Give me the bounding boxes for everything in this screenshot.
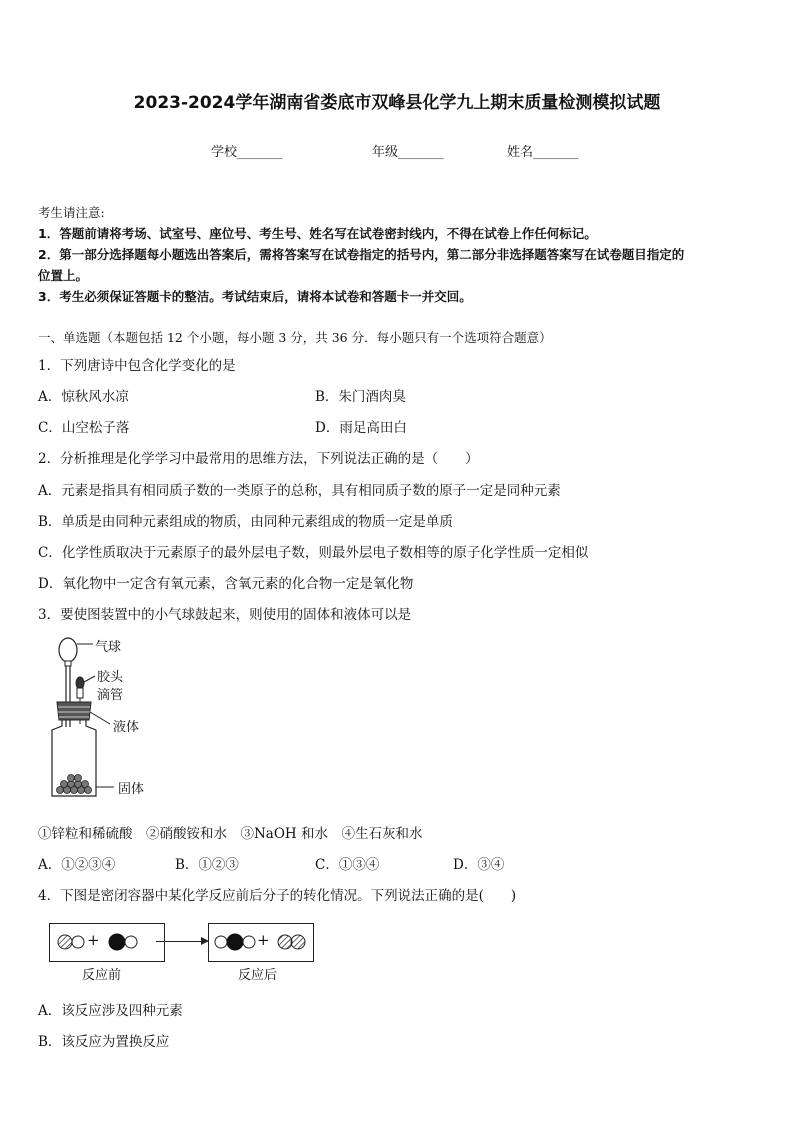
q2-option-c[interactable]: C．化学性质取决于元素原子的最外层电子数，则最外层电子数相等的原子化学性质一定相似 <box>38 545 589 561</box>
q3-option-b[interactable]: B．①②③ <box>175 857 239 873</box>
q3-option-a[interactable]: A．①②③④ <box>38 857 116 873</box>
grade-field[interactable]: 年级_______ <box>372 145 444 160</box>
name-field[interactable]: 姓名_______ <box>507 145 579 160</box>
q3-option-d[interactable]: D．③④ <box>453 857 505 873</box>
page-title: 2023-2024学年湖南省娄底市双峰县化学九上期末质量检测模拟试题 <box>133 93 661 113</box>
q3-apparatus-figure <box>40 632 170 802</box>
apparatus-drawing <box>40 632 170 802</box>
label-dropper-2: 滴管 <box>97 688 124 703</box>
school-field[interactable]: 学校_______ <box>211 145 283 160</box>
plus-sign-after: + <box>257 931 270 949</box>
label-before-reaction: 反应前 <box>82 968 122 983</box>
q3-option-c[interactable]: C．①③④ <box>315 857 380 873</box>
section-heading: 一、单选题（本题包括 12 个小题，每小题 3 分，共 36 分．每小题只有一个选项符合题意） <box>38 330 552 345</box>
q2-stem: 2．分析推理是化学学习中最常用的思维方法，下列说法正确的是（ ） <box>38 451 479 467</box>
q1-stem: 1．下列唐诗中包含化学变化的是 <box>38 358 236 374</box>
q4-option-b[interactable]: B．该反应为置换反应 <box>38 1034 170 1050</box>
q1-option-a[interactable]: A．惊秋风水凉 <box>38 389 129 405</box>
q2-option-d[interactable]: D．氧化物中一定含有氧元素，含氧元素的化合物一定是氧化物 <box>38 576 414 592</box>
notice-item-2: 2．第一部分选择题每小题选出答案后，需将答案写在试卷指定的括号内，第二部分非选择题答案写在试卷题目指定的 <box>38 247 685 262</box>
label-dropper-1: 胶头 <box>97 670 124 685</box>
q4-stem: 4．下图是密闭容器中某化学反应前后分子的转化情况。下列说法正确的是( ) <box>38 888 517 904</box>
q1-option-c[interactable]: C．山空松子落 <box>38 420 130 436</box>
notice-item-1: 1．答题前请将考场、试室号、座位号、考生号、姓名写在试卷密封线内，不得在试卷上作任何标记。 <box>38 226 597 241</box>
reactant-molecules <box>50 924 164 961</box>
label-balloon: 气球 <box>95 640 122 655</box>
label-solid: 固体 <box>118 782 145 797</box>
plus-sign-before: + <box>87 931 100 949</box>
label-after-reaction: 反应后 <box>238 968 278 983</box>
q1-option-d[interactable]: D．雨足高田白 <box>315 420 407 436</box>
q4-option-a[interactable]: A．该反应涉及四种元素 <box>38 1003 183 1019</box>
q2-option-b[interactable]: B．单质是由同种元素组成的物质，由同种元素组成的物质一定是单质 <box>38 514 453 530</box>
notice-item-2-cont: 位置上。 <box>38 268 89 283</box>
q2-option-a[interactable]: A．元素是指具有相同质子数的一类原子的总称，具有相同质子数的原子一定是同种元素 <box>38 483 561 499</box>
q1-option-b[interactable]: B．朱门酒肉臭 <box>315 389 406 405</box>
notice-item-3: 3．考生必须保证答题卡的整洁。考试结束后，请将本试卷和答题卡一并交回。 <box>38 289 472 304</box>
notice-heading: 考生请注意: <box>38 205 105 220</box>
q3-choices-line: ①锌粒和稀硫酸 ②硝酸铵和水 ③NaOH 和水 ④生石灰和水 <box>38 826 423 842</box>
label-liquid: 液体 <box>113 720 140 735</box>
reactants-box <box>49 923 165 962</box>
q3-stem: 3．要使图装置中的小气球鼓起来，则使用的固体和液体可以是 <box>38 607 412 623</box>
